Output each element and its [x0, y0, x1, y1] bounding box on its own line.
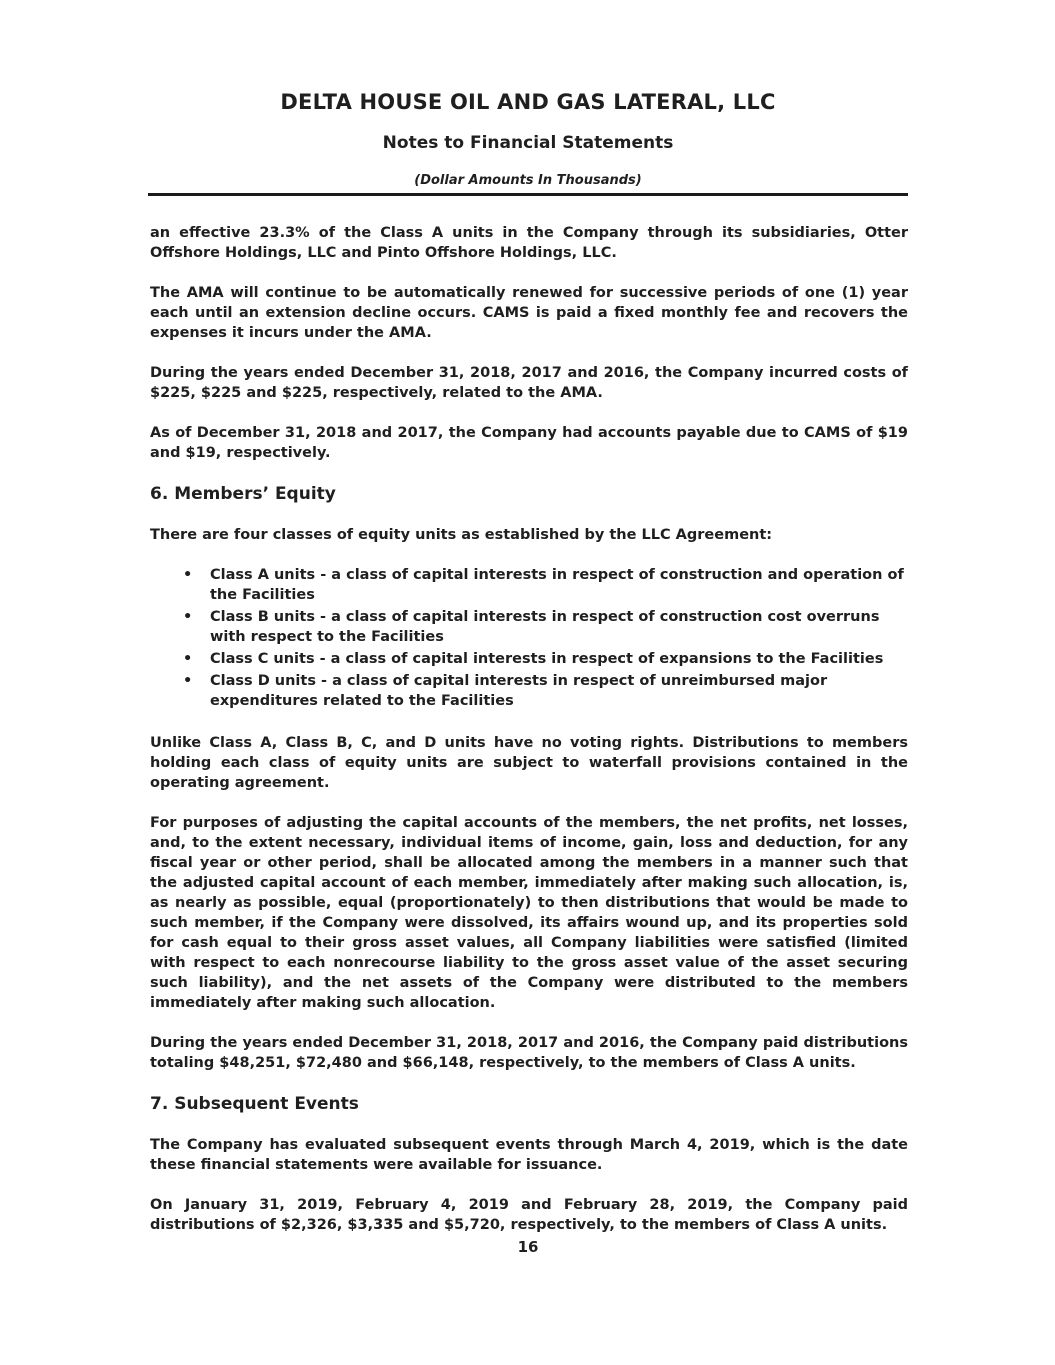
list-item: [183, 649, 908, 669]
units-note: (Dollar Amounts In Thousands): [414, 173, 642, 188]
paragraph: For purposes of adjusting the capital accounts of the members, the net profits, net losses, and, to the extent necessary, individual items of income, gain, loss and deduction, for any fiscal year or other period, shall be allocated among the members in a manner such that the adjusted capital account of each member, immediately after making such allocation, is, as nearly as possible, equal (proportionately) to then distributions that would be made to such member, if the Company were dissolved, its affairs wound up, and its properties sold for cash equal to their gross asset values, all Company liabilities were satisfied (limited with respect to each nonrecourse liability to the gross asset value of the asset securing such liability), and the net assets of the Company were distributed to the members immediately after making such allocation.: [150, 815, 908, 1011]
bullet-icon: •: [183, 651, 193, 667]
paragraph: During the years ended December 31, 2018, 2017 and 2016, the Company incurred costs of $225, $225 and $225, respectively, related to the AMA.: [150, 365, 908, 401]
header-rule: [148, 193, 908, 196]
list-item: [183, 671, 908, 711]
section-heading-members-equity: 6. Members’ Equity: [150, 484, 336, 504]
paragraph: On January 31, 2019, February 4, 2019 and February 28, 2019, the Company paid distributions of $2,326, $3,335 and $5,720, respectively, to the members of Class A units.: [150, 1197, 908, 1233]
paragraph: an effective 23.3% of the Class A units in the Company through its subsidiaries, Otter Offshore Holdings, LLC and Pinto Offshore Holdings, LLC.: [150, 225, 908, 261]
paragraph: As of December 31, 2018 and 2017, the Company had accounts payable due to CAMS of $19 and $19, respectively.: [150, 425, 908, 461]
list-item: [183, 565, 908, 605]
paragraph: The AMA will continue to be automatically renewed for successive periods of one (1) year each until an extension decline occurs. CAMS is paid a fixed monthly fee and recovers the expenses it incurs under the AMA.: [150, 285, 908, 341]
paragraph: There are four classes of equity units as established by the LLC Agreement:: [150, 527, 773, 543]
list-item-text: Class A units - a class of capital interests in respect of construction and operation of the Facilities: [210, 567, 904, 603]
equity-class-list: [150, 565, 908, 711]
list-item-text: Class D units - a class of capital interests in respect of unreimbursed major expenditures related to the Facilities: [210, 673, 828, 709]
notes-content: [150, 223, 908, 1249]
bullet-icon: •: [183, 609, 193, 625]
list-item-text: Class C units - a class of capital interests in respect of expansions to the Facilities: [210, 651, 884, 667]
paragraph: Unlike Class A, Class B, C, and D units have no voting rights. Distributions to members holding each class of equity units are subject to waterfall provisions contained in the operating agreement.: [150, 735, 908, 791]
notes-title: Notes to Financial Statements: [382, 133, 674, 153]
page-number: 16: [517, 1238, 539, 1256]
paragraph: The Company has evaluated subsequent events through March 4, 2019, which is the date these financial statements were available for issuance.: [150, 1137, 908, 1173]
company-name: DELTA HOUSE OIL AND GAS LATERAL, LLC: [280, 90, 776, 114]
bullet-icon: •: [183, 567, 193, 583]
list-item-text: Class B units - a class of capital interests in respect of construction cost overruns with respect to the Facilities: [210, 609, 880, 645]
bullet-icon: •: [183, 673, 193, 689]
paragraph: During the years ended December 31, 2018, 2017 and 2016, the Company paid distributions totaling $48,251, $72,480 and $66,148, respectively, to the members of Class A units.: [150, 1035, 908, 1071]
section-heading-subsequent-events: 7. Subsequent Events: [150, 1094, 359, 1114]
list-item: [183, 607, 908, 647]
